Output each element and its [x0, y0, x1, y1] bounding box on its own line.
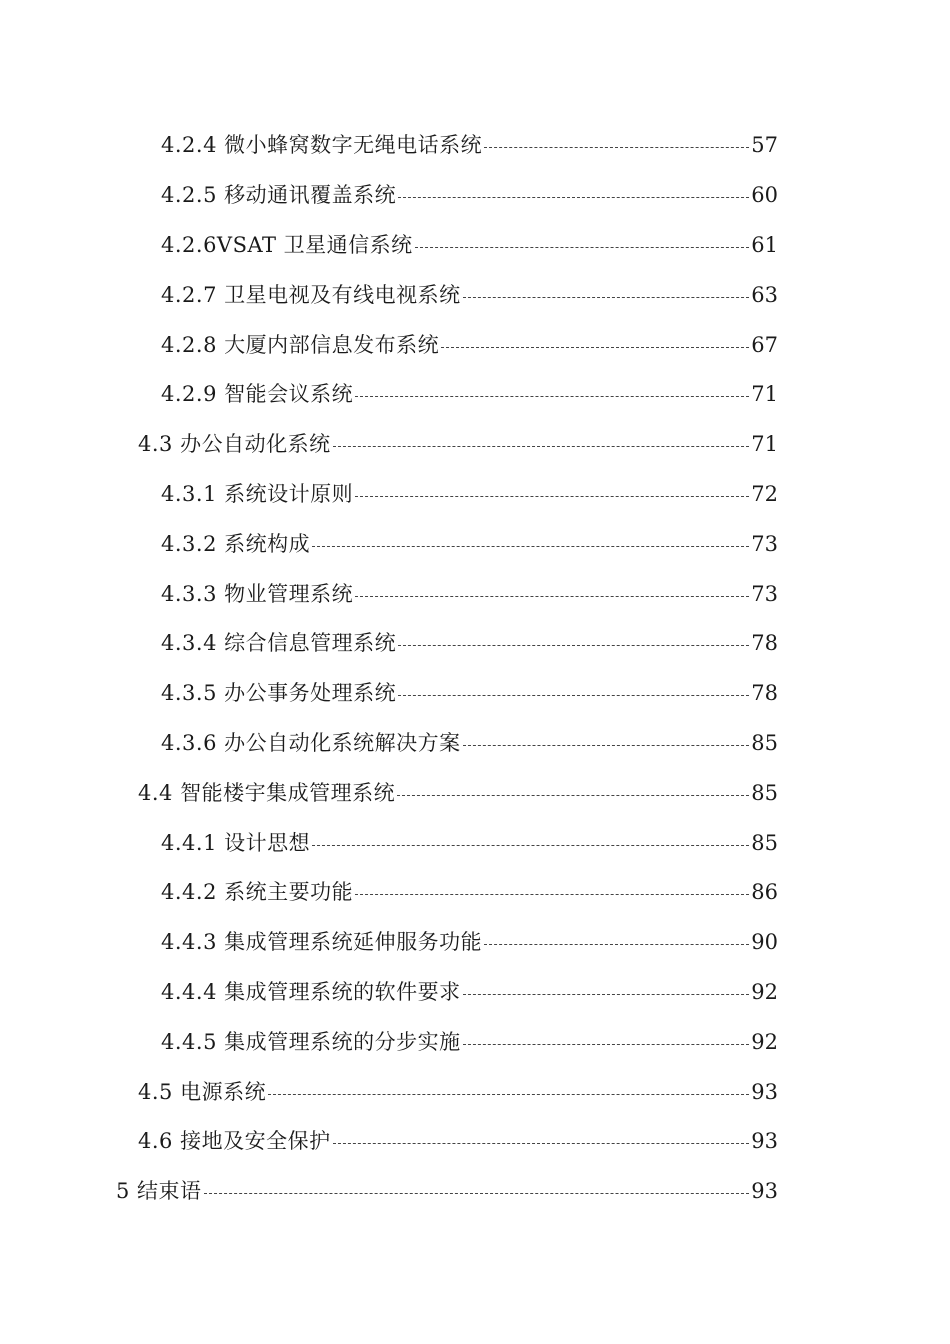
toc-entry-title: 4.6 接地及安全保护	[138, 1129, 331, 1154]
toc-entry[interactable]	[0, 768, 950, 818]
toc-entry[interactable]	[0, 171, 950, 221]
toc-entry-page: 60	[751, 183, 778, 208]
toc-entry[interactable]	[0, 868, 950, 918]
toc-entry-page: 93	[751, 1129, 778, 1154]
toc-entry-title: 5 结束语	[116, 1179, 202, 1204]
toc-dot-leader	[398, 695, 749, 696]
toc-dot-leader	[333, 1143, 750, 1144]
toc-entry[interactable]	[0, 818, 950, 868]
table-of-contents	[0, 121, 950, 1217]
toc-dot-leader	[397, 795, 749, 796]
toc-entry-title: 4.3.5 办公事务处理系统	[161, 681, 397, 706]
toc-entry-title: 4.4.4 集成管理系统的软件要求	[161, 979, 461, 1004]
toc-entry[interactable]	[0, 669, 950, 719]
toc-entry-page: 71	[751, 382, 778, 407]
toc-dot-leader	[398, 645, 749, 646]
toc-entry-page: 67	[751, 332, 778, 357]
toc-entry[interactable]	[0, 719, 950, 769]
toc-dot-leader	[463, 994, 750, 995]
toc-entry-page: 86	[751, 880, 778, 905]
toc-dot-leader	[484, 147, 749, 148]
toc-entry[interactable]	[0, 1117, 950, 1167]
toc-entry[interactable]	[0, 370, 950, 420]
toc-dot-leader	[355, 496, 749, 497]
toc-dot-leader	[312, 845, 749, 846]
toc-entry-page: 85	[751, 730, 778, 755]
toc-dot-leader	[398, 197, 749, 198]
toc-entry-title: 4.4.1 设计思想	[161, 830, 311, 855]
toc-entry-title: 4.5 电源系统	[138, 1079, 267, 1104]
toc-dot-leader	[355, 396, 749, 397]
toc-entry-page: 57	[751, 133, 778, 158]
toc-entry-title: 4.2.7 卫星电视及有线电视系统	[161, 282, 461, 307]
toc-entry[interactable]	[0, 1167, 950, 1217]
toc-entry-title: 4.3 办公自动化系统	[138, 432, 331, 457]
toc-entry[interactable]	[0, 619, 950, 669]
toc-entry-title: 4.3.1 系统设计原则	[161, 481, 354, 506]
toc-entry[interactable]	[0, 420, 950, 470]
toc-entry-page: 63	[751, 282, 778, 307]
toc-entry-title: 4.2.4 微小蜂窝数字无绳电话系统	[161, 133, 483, 158]
toc-entry-title: 4.4.2 系统主要功能	[161, 880, 354, 905]
toc-entry-title: 4.2.5 移动通讯覆盖系统	[161, 183, 397, 208]
toc-entry-page: 61	[751, 232, 778, 257]
toc-entry-title: 4.4 智能楼宇集成管理系统	[138, 780, 396, 805]
toc-dot-leader	[333, 446, 750, 447]
toc-entry[interactable]	[0, 470, 950, 520]
toc-entry[interactable]	[0, 1067, 950, 1117]
toc-entry[interactable]	[0, 968, 950, 1018]
toc-entry-page: 93	[751, 1179, 778, 1204]
toc-entry-page: 93	[751, 1079, 778, 1104]
toc-entry[interactable]	[0, 121, 950, 171]
toc-dot-leader	[355, 894, 749, 895]
toc-entry-page: 92	[751, 1029, 778, 1054]
toc-dot-leader	[312, 546, 749, 547]
toc-entry[interactable]	[0, 320, 950, 370]
toc-entry[interactable]	[0, 519, 950, 569]
toc-dot-leader	[463, 745, 750, 746]
toc-entry-title: 4.3.3 物业管理系统	[161, 581, 354, 606]
toc-entry[interactable]	[0, 569, 950, 619]
toc-entry-page: 85	[751, 780, 778, 805]
toc-entry-page: 85	[751, 830, 778, 855]
toc-entry[interactable]	[0, 270, 950, 320]
toc-dot-leader	[484, 944, 749, 945]
toc-entry-title: 4.4.3 集成管理系统延伸服务功能	[161, 930, 483, 955]
toc-entry[interactable]	[0, 1017, 950, 1067]
toc-entry-page: 78	[751, 631, 778, 656]
toc-entry-page: 90	[751, 930, 778, 955]
toc-entry-title: 4.2.8 大厦内部信息发布系统	[161, 332, 440, 357]
toc-entry-page: 78	[751, 681, 778, 706]
toc-entry-page: 92	[751, 979, 778, 1004]
toc-entry-page: 73	[751, 531, 778, 556]
toc-dot-leader	[268, 1094, 749, 1095]
toc-dot-leader	[415, 247, 750, 248]
toc-dot-leader	[463, 1044, 750, 1045]
toc-dot-leader	[204, 1193, 750, 1194]
toc-entry-title: 4.2.9 智能会议系统	[161, 382, 354, 407]
toc-entry[interactable]	[0, 221, 950, 271]
toc-entry-title: 4.4.5 集成管理系统的分步实施	[161, 1029, 461, 1054]
toc-entry-page: 71	[751, 432, 778, 457]
toc-entry-page: 73	[751, 581, 778, 606]
toc-dot-leader	[463, 297, 750, 298]
toc-entry-page: 72	[751, 481, 778, 506]
toc-dot-leader	[355, 596, 749, 597]
toc-entry-title: 4.3.4 综合信息管理系统	[161, 631, 397, 656]
toc-entry-title: 4.3.2 系统构成	[161, 531, 311, 556]
toc-dot-leader	[441, 347, 749, 348]
toc-entry-title: 4.3.6 办公自动化系统解决方案	[161, 730, 461, 755]
toc-entry[interactable]	[0, 918, 950, 968]
toc-entry-title: 4.2.6VSAT 卫星通信系统	[161, 232, 413, 257]
